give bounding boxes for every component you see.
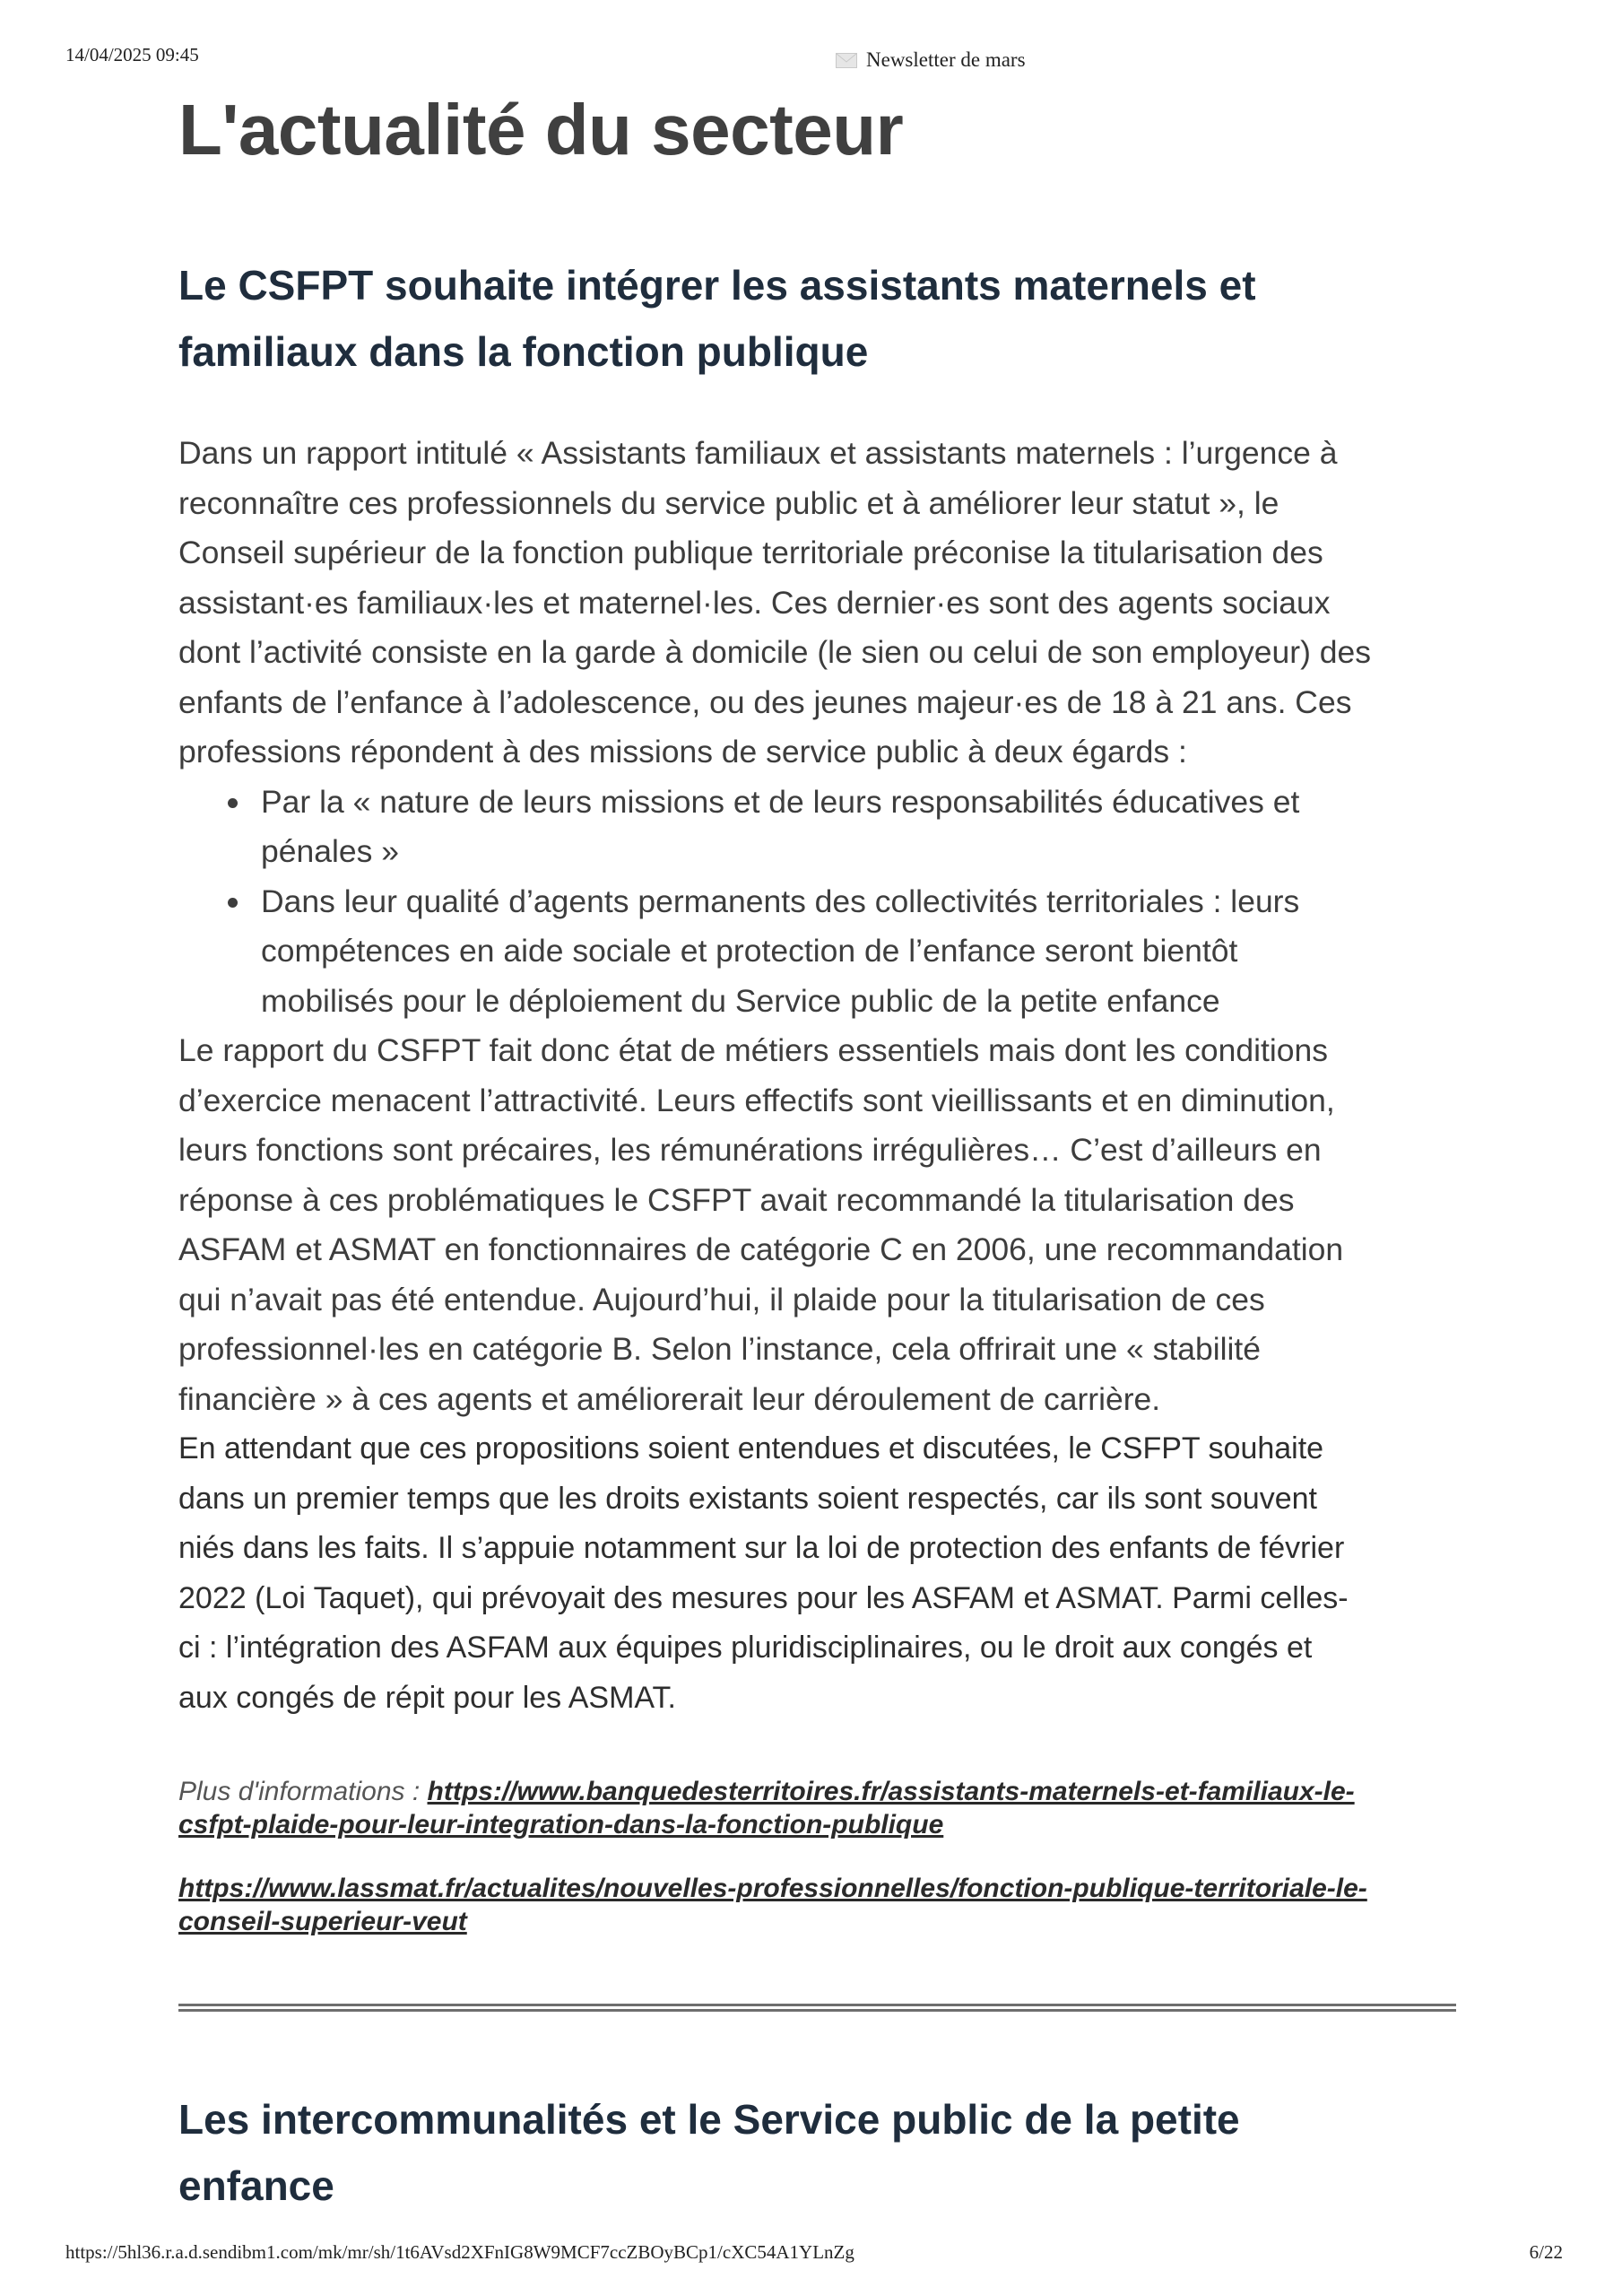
link-text-line: csfpt-plaide-pour-leur-integration-dans-la-fonction-publique xyxy=(178,1810,944,1839)
text-line: professionnel·les en catégorie B. Selon l’instance, cela offrirait une « stabilité xyxy=(178,1331,1262,1367)
report-paragraph xyxy=(178,1026,1456,1424)
link-text-line: https://www.lassmat.fr/actualites/nouvelles-professionnelles/fonction-publique-territoriale-le- xyxy=(178,1874,1367,1903)
article-title-line: Le CSFPT souhaite intégrer les assistants maternels et xyxy=(178,262,1256,309)
text-line: dans un premier temps que les droits existants soient respectés, car ils sont souvent xyxy=(178,1481,1317,1516)
print-footer-url: https://5hl36.r.a.d.sendibm1.com/mk/mr/sh/1t6AVsd2XFnIG8W9MCF7ccZBOyBCp1/cXC54A1YLnZg xyxy=(65,2241,854,2263)
link-text-line: conseil-superieur-veut xyxy=(178,1907,467,1936)
article-title-line: enfance xyxy=(178,2162,334,2209)
newsletter-title: Newsletter de mars xyxy=(866,48,1026,71)
more-info-label: Plus d'informations : xyxy=(178,1777,428,1806)
more-info xyxy=(178,1775,1456,1841)
print-header-title xyxy=(836,48,1026,72)
text-line: Par la « nature de leurs missions et de leurs responsabilités éducatives et xyxy=(261,783,1300,820)
text-line: leurs fonctions sont précaires, les rémunérations irrégulières… C’est d’ailleurs en xyxy=(178,1132,1322,1168)
link-text-line: https://www.banquedesterritoires.fr/assistants-maternels-et-familiaux-le- xyxy=(427,1777,1355,1806)
text-line: 2022 (Loi Taquet), qui prévoyait des mesures pour les ASFAM et ASMAT. Parmi celles- xyxy=(178,1580,1349,1615)
text-line: mobilisés pour le déploiement du Service public de la petite enfance xyxy=(261,982,1220,1019)
intro-paragraph xyxy=(178,429,1456,778)
page-number: 6/22 xyxy=(1529,2241,1563,2263)
article-title xyxy=(178,2086,1456,2219)
article-csfpt xyxy=(178,252,1456,1938)
page-heading: L'actualité du secteur xyxy=(178,90,904,170)
text-line: dont l’activité consiste en la garde à domicile (le sien ou celui de son employeur) des xyxy=(178,634,1372,670)
text-line: ASFAM et ASMAT en fonctionnaires de catégorie C en 2006, une recommandation xyxy=(178,1231,1344,1267)
list-item xyxy=(261,778,1456,877)
text-line: reconnaître ces professionnels du service public et à améliorer leur statut », le xyxy=(178,484,1279,521)
lassmat-link-wrapper xyxy=(178,1872,1456,1938)
print-header-datetime: 14/04/2025 09:45 xyxy=(65,44,199,65)
envelope-icon xyxy=(836,53,857,68)
article-intercommunalites xyxy=(178,2086,1456,2219)
text-line: financière » à ces agents et améliorerait leur déroulement de carrière. xyxy=(178,1380,1161,1417)
text-line: réponse à ces problématiques le CSFPT avait recommandé la titularisation des xyxy=(178,1181,1295,1218)
text-line: ci : l’intégration des ASFAM aux équipes pluridisciplinaires, ou le droit aux congés et xyxy=(178,1631,1313,1665)
text-line: assistant·es familiaux·les et maternel·les. Ces dernier·es sont des agents sociaux xyxy=(178,584,1331,621)
text-line: professions répondent à des missions de service public à deux égards : xyxy=(178,734,1187,770)
text-line: d’exercice menacent l’attractivité. Leurs effectifs sont vieillissants et en diminution, xyxy=(178,1082,1335,1118)
text-line: Dans leur qualité d’agents permanents des collectivités territoriales : leurs xyxy=(261,883,1300,919)
text-line: enfants de l’enfance à l’adolescence, ou des jeunes majeur·es de 18 à 21 ans. Ces xyxy=(178,683,1352,720)
article-title-line: familiaux dans la fonction publique xyxy=(178,328,869,375)
rights-paragraph xyxy=(178,1424,1456,1723)
article-title xyxy=(178,252,1456,385)
section-divider xyxy=(178,2004,1456,2012)
lassmat-link[interactable] xyxy=(178,1874,1367,1936)
text-line: Le rapport du CSFPT fait donc état de métiers essentiels mais dont les conditions xyxy=(178,1032,1328,1068)
text-line: Conseil supérieur de la fonction publique territoriale préconise la titularisation des xyxy=(178,535,1323,570)
list-item xyxy=(261,877,1456,1027)
missions-list xyxy=(178,778,1456,1027)
text-line: compétences en aide sociale et protection de l’enfance seront bientôt xyxy=(261,933,1238,969)
text-line: En attendant que ces propositions soient entendues et discutées, le CSFPT souhaite xyxy=(178,1431,1324,1465)
text-line: aux congés de répit pour les ASMAT. xyxy=(178,1680,677,1715)
text-line: Dans un rapport intitulé « Assistants familiaux et assistants maternels : l’urgence à xyxy=(178,435,1338,471)
text-line: qui n’avait pas été entendue. Aujourd’hui, il plaide pour la titularisation de ces xyxy=(178,1281,1265,1318)
text-line: pénales » xyxy=(261,833,399,869)
article-title-line: Les intercommunalités et le Service public de la petite xyxy=(178,2096,1240,2143)
newsletter-content xyxy=(178,81,1456,2219)
text-line: niés dans les faits. Il s’appuie notamment sur la loi de protection des enfants de février xyxy=(178,1531,1345,1565)
